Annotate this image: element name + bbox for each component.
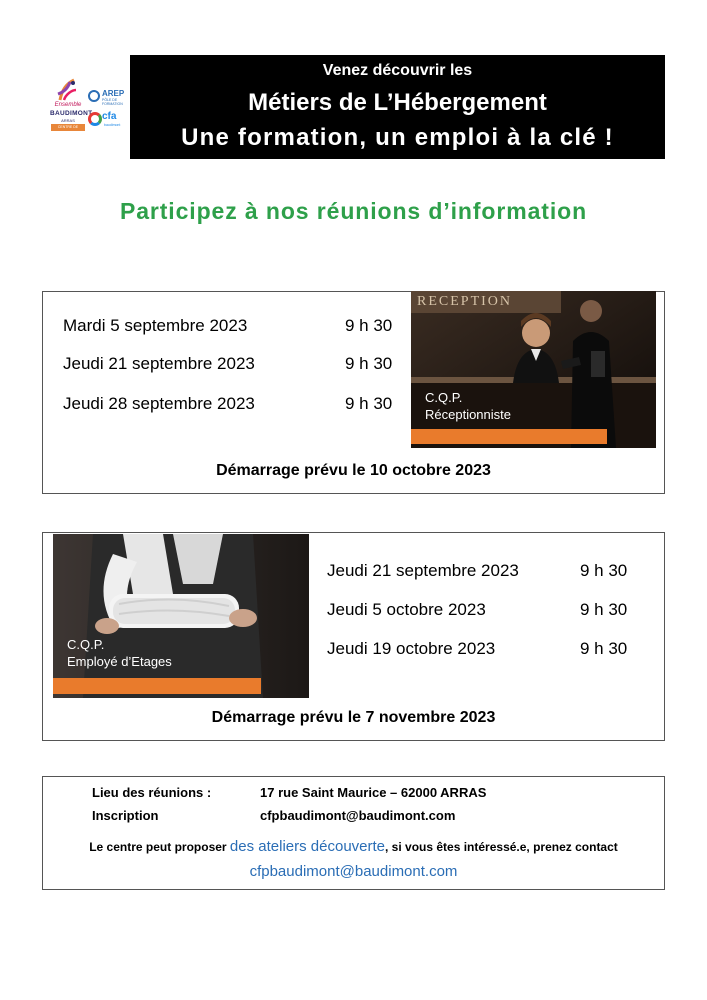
inscription-email[interactable]: cfpbaudimont@baudimont.com — [260, 808, 456, 823]
session-time: 9 h 30 — [345, 354, 393, 373]
photo-label — [67, 636, 172, 670]
session-date: Jeudi 5 octobre 2023 — [327, 600, 486, 619]
place-value: 17 rue Saint Maurice – 62000 ARRAS — [260, 785, 487, 800]
baudimont-sub: ARRAS — [61, 118, 75, 123]
info-note — [43, 838, 664, 855]
session-time: 9 h 30 — [580, 600, 628, 619]
session-date: Mardi 5 septembre 2023 — [63, 316, 248, 335]
photo-label-line2: Réceptionniste — [425, 407, 511, 422]
start-date: Démarrage prévu le 7 novembre 2023 — [211, 709, 496, 726]
contact-email-link[interactable]: cfpbaudimont@baudimont.com — [249, 863, 458, 880]
towels-scene-image — [53, 534, 309, 698]
note-text-after: , si vous êtes intéressé.e, prenez contact — [385, 840, 618, 854]
header-intro: Venez découvrir les — [322, 62, 473, 79]
reception-scene-image — [411, 291, 656, 448]
page-subtitle: Participez à nos réunions d’information — [119, 198, 588, 224]
cfa-name: cfa — [102, 111, 117, 122]
cfa-logo — [88, 110, 126, 132]
note-text-before: Le centre peut proposer — [89, 840, 230, 854]
session-time: 9 h 30 — [345, 394, 393, 413]
reception-sign: RECEPTION — [417, 294, 512, 309]
photo-label-line1: C.Q.P. — [67, 637, 105, 652]
start-date: Démarrage prévu le 10 octobre 2023 — [216, 462, 491, 479]
photo-label-line2: Employé d’Etages — [67, 654, 172, 669]
partner-logos — [50, 72, 126, 142]
baudimont-tagline: Ensemble — [54, 102, 82, 108]
baudimont-name: BAUDIMONT — [50, 110, 93, 117]
inscription-label: Inscription — [92, 808, 159, 823]
baudimont-logo — [50, 72, 93, 140]
arep-logo — [88, 88, 126, 106]
session-time: 9 h 30 — [580, 561, 628, 580]
baudimont-bar: CENTRE DE FORMATION — [51, 124, 85, 131]
session-date: Jeudi 28 septembre 2023 — [63, 394, 255, 413]
header-title: Métiers de L’Hébergement — [248, 89, 547, 116]
info-box — [42, 776, 665, 890]
room-attendant-photo — [53, 534, 309, 698]
photo-accent-bar — [411, 429, 607, 444]
arep-sub: PÔLE DE FORMATION — [102, 98, 123, 106]
session-time: 9 h 30 — [580, 639, 628, 658]
header-banner — [130, 55, 665, 159]
session-date: Jeudi 21 septembre 2023 — [63, 354, 255, 373]
arep-circle-icon — [88, 90, 100, 102]
receptionist-photo — [411, 291, 656, 448]
photo-label — [425, 389, 511, 423]
photo-accent-bar — [53, 678, 261, 694]
session-time: 9 h 30 — [345, 316, 393, 335]
session-date: Jeudi 19 octobre 2023 — [327, 639, 496, 658]
cfa-sub: baudimont — [104, 123, 121, 127]
place-label: Lieu des réunions : — [92, 785, 212, 800]
cfa-ring-icon — [88, 112, 102, 126]
arep-name: AREP — [102, 89, 125, 98]
photo-label-line1: C.Q.P. — [425, 390, 463, 405]
note-highlight: des ateliers découverte — [229, 838, 386, 855]
session-date: Jeudi 21 septembre 2023 — [327, 561, 519, 580]
baudimont-swirl-icon — [56, 78, 78, 102]
header-tagline: Une formation, un emploi à la clé ! — [181, 124, 614, 151]
